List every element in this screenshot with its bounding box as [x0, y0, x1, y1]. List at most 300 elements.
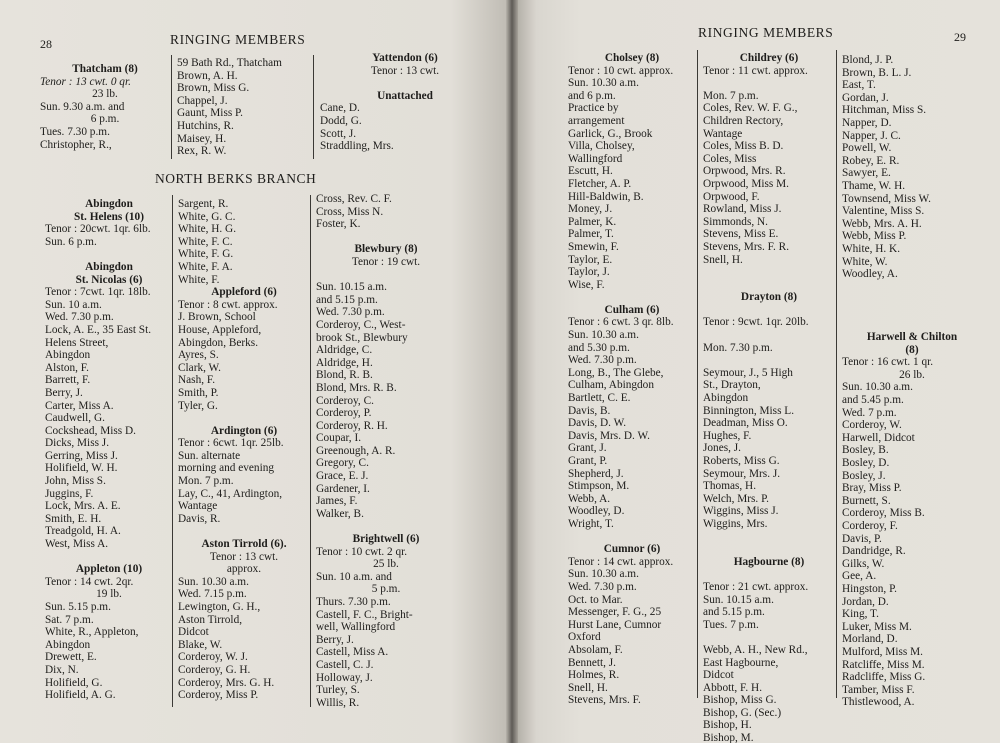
entry-line: Hutchins, R.	[177, 119, 234, 132]
entry-line: Straddling, Mrs.	[320, 140, 394, 153]
entry-line: Hill-Baldwin, B.	[568, 190, 644, 203]
entry-line: Oct. to Mar.	[568, 593, 623, 606]
spacer	[178, 412, 310, 425]
entry-line: 5 p.m.	[371, 583, 401, 596]
column-cholsey-culham-cumnor	[568, 52, 696, 707]
entry-line: Clark, W.	[178, 361, 221, 374]
entry-line: Wiggins, Mrs.	[703, 517, 768, 530]
entry-line: and 5.15 p.m.	[316, 293, 378, 306]
entry-line: Walker, B.	[316, 507, 364, 520]
entry-line: Foster, K.	[316, 218, 361, 231]
entry-line: Webb, Miss P.	[842, 230, 907, 243]
entry-line: Hurst Lane, Cumnor	[568, 618, 662, 631]
entry-line: Tenor : 19 cwt.	[351, 255, 421, 268]
entry-line: Townsend, Miss W.	[842, 192, 931, 205]
entry-line: Tamber, Miss F.	[842, 683, 915, 696]
entry-line: Tenor : 6cwt. 1qr. 25lb.	[178, 437, 284, 450]
entry-line: Gerring, Miss J.	[45, 449, 118, 462]
entry-line: Sun. 10 a.m. and	[316, 570, 392, 583]
entry-line: Seymour, J., 5 High	[703, 366, 793, 379]
right-page	[512, 0, 1000, 743]
running-head: RINGING MEMBERS	[698, 25, 834, 40]
entry-line: Robey, E. R.	[842, 154, 900, 167]
entry-line: Brown, A. H.	[177, 69, 238, 82]
entry-line: Lock, Mrs. A. E.	[45, 500, 121, 513]
entry-line: Didcot	[178, 626, 209, 639]
entry-line: Corderoy, Mrs. G. H.	[178, 676, 275, 689]
entry-line: Thistlewood, A.	[842, 696, 915, 709]
entry-line: Cross, Rev. C. F.	[316, 193, 392, 205]
entry-line: Turley, S.	[316, 684, 360, 697]
spacer	[316, 231, 456, 244]
entry-line: 6 p.m.	[90, 113, 120, 126]
entry-line: East, T.	[842, 79, 876, 92]
entry-line: Davis, Mrs. D. W.	[568, 429, 650, 442]
entry-line: White, R., Appleton,	[45, 626, 139, 639]
entry-line: Tenor : 8 cwt. approx.	[178, 298, 278, 311]
entry-line: Bray, Miss P.	[842, 482, 902, 495]
entry-line: Bosley, D.	[842, 457, 890, 469]
column-rule	[310, 195, 311, 707]
entry-line: Luker, Miss M.	[842, 620, 912, 633]
spacer	[842, 281, 982, 294]
entry-line: Tenor : 9cwt. 1qr. 20lb.	[703, 316, 809, 329]
entry-line: White, H. G.	[178, 223, 237, 236]
entry-line: Tenor : 21 cwt. approx.	[703, 580, 809, 593]
column-yattendon-unattached	[320, 52, 490, 153]
entry-line: Wed. 7 p.m.	[842, 406, 897, 419]
entry-line: Tenor : 13 cwt. 0 qr.	[40, 75, 131, 88]
entry-line: House, Appleford,	[178, 323, 262, 336]
entry-line: Fletcher, A. P.	[568, 177, 632, 190]
entry-line: Coles, Miss	[703, 152, 757, 165]
spacer	[703, 543, 835, 556]
entry-line: Coupar, I.	[316, 432, 362, 445]
entry-line: Bartlett, C. E.	[568, 392, 631, 405]
entry-line: Mon. 7 p.m.	[703, 89, 759, 102]
entry-line: Tenor : 16 cwt. 1 qr.	[842, 356, 934, 369]
entry-line: Stevens, Mrs. F. R.	[703, 240, 790, 253]
tower-heading: St. Nicolas (6)	[75, 273, 143, 286]
tower-heading: Culham (6)	[604, 303, 660, 316]
entry-line: Gregory, C.	[316, 457, 369, 470]
entry-line: Sun. 9.30 a.m. and	[40, 100, 125, 113]
entry-line: Seymour, Mrs. J.	[703, 467, 781, 480]
entry-line: Corderoy, F.	[842, 519, 898, 532]
entry-line: and 5.15 p.m.	[703, 606, 765, 619]
entry-line: Corderoy, C., West-	[316, 318, 406, 331]
entry-line: White, G. C.	[178, 210, 236, 223]
entry-line: Corderoy, G. H.	[178, 663, 251, 676]
entry-line: Deadman, Miss O.	[703, 417, 788, 430]
entry-line: Gardener, I.	[316, 482, 370, 495]
tower-heading: Abingdon	[85, 260, 133, 273]
entry-line: Lay, C., 41, Ardington,	[178, 487, 283, 500]
entry-line: Rowland, Miss J.	[703, 203, 782, 216]
column-rule	[171, 55, 172, 159]
entry-line: approx.	[226, 563, 262, 576]
spacer	[178, 525, 310, 538]
branch-heading: NORTH BERKS BRANCH	[155, 171, 317, 186]
entry-line: Sun. 6 p.m.	[45, 235, 97, 248]
entry-line: Sun. 10 a.m.	[45, 298, 102, 311]
tower-heading: (8)	[905, 343, 919, 356]
entry-line: Taylor, J.	[568, 266, 610, 279]
spacer	[703, 354, 835, 367]
entry-line: Ayres, S.	[178, 349, 219, 362]
entry-line: Tenor : 14 cwt. 2qr.	[45, 575, 134, 588]
entry-line: Cockshead, Miss D.	[45, 424, 136, 437]
entry-line: Wed. 7.30 p.m.	[45, 311, 114, 324]
entry-line: Webb, A. H., New Rd.,	[703, 643, 808, 656]
book-gutter	[506, 0, 518, 743]
entry-line: Brown, B. L. J.	[842, 66, 912, 79]
entry-line: Sawyer, E.	[842, 167, 891, 180]
entry-line: Webb, A.	[568, 492, 611, 505]
entry-line: Woodley, A.	[842, 268, 898, 281]
entry-line: Sargent, R.	[178, 198, 229, 210]
spacer	[703, 329, 835, 342]
entry-line: Wed. 7.30 p.m.	[568, 580, 637, 593]
spacer	[45, 248, 173, 261]
entry-line: Jones, J.	[703, 442, 741, 455]
tower-heading: Yattendon (6)	[372, 52, 438, 64]
entry-line: Greenough, A. R.	[316, 444, 396, 457]
entry-line: Cross, Miss N.	[316, 205, 384, 218]
column-rule	[836, 50, 837, 698]
entry-line: Sun. alternate	[178, 449, 241, 462]
tower-heading: Harwell & Chilton	[866, 331, 958, 344]
entry-line: Orpwood, F.	[703, 190, 760, 203]
entry-line: 26 lb.	[899, 368, 925, 381]
entry-line: Mon. 7.30 p.m.	[703, 341, 773, 354]
entry-line: Orpwood, Miss M.	[703, 177, 789, 190]
entry-line: Nash, F.	[178, 374, 216, 387]
entry-line: Sun. 10.30 a.m.	[568, 77, 639, 90]
entry-line: King, T.	[842, 608, 879, 621]
entry-line: Blond, Mrs. R. B.	[316, 381, 397, 394]
spacer	[568, 531, 696, 544]
entry-line: Holmes, R.	[568, 669, 620, 682]
spacer	[703, 77, 835, 90]
entry-line: White, F.	[178, 273, 220, 286]
entry-line: Davis, D. W.	[568, 417, 627, 430]
entry-line: Wed. 7.30 p.m.	[568, 354, 637, 367]
tower-heading: Blewbury (8)	[354, 243, 418, 256]
tower-heading: Thatcham (8)	[72, 63, 138, 75]
entry-line: Grace, E. J.	[316, 470, 369, 483]
entry-line: Morland, D.	[842, 633, 898, 646]
entry-line: Wed. 7.15 p.m.	[178, 588, 247, 601]
entry-line: Escutt, H.	[568, 165, 613, 178]
entry-line: Tenor : 13 cwt.	[209, 550, 279, 563]
entry-line: 59 Bath Rd., Thatcham	[177, 57, 282, 69]
entry-line: Tenor : 10 cwt. approx.	[568, 64, 674, 77]
entry-line: Juggins, F.	[45, 487, 94, 500]
entry-line: Simmonds, N.	[703, 215, 768, 228]
tower-heading: Childrey (6)	[739, 52, 799, 64]
entry-line: Snell, H.	[703, 253, 743, 266]
entry-line: Sun. 10.15 a.m.	[316, 281, 387, 294]
entry-line: Gee, A.	[842, 570, 877, 583]
entry-line: Snell, H.	[568, 681, 608, 694]
entry-line: Brown, Miss G.	[177, 82, 250, 95]
entry-line: Absolam, F.	[568, 643, 623, 656]
entry-line: Sun. 10.15 a.m.	[703, 593, 774, 606]
entry-line: Wantage	[178, 500, 218, 513]
entry-line: Garlick, G., Brook	[568, 127, 653, 140]
entry-line: Messenger, F. G., 25	[568, 606, 662, 619]
entry-line: Napper, J. C.	[842, 129, 901, 142]
entry-line: Taylor, E.	[568, 253, 613, 266]
entry-line: Bosley, B.	[842, 444, 889, 457]
entry-line: Davis, R.	[178, 512, 221, 525]
entry-line: Thomas, H.	[703, 480, 757, 493]
entry-line: Shepherd, J.	[568, 467, 624, 480]
entry-line: Mulford, Miss M.	[842, 645, 923, 658]
entry-line: Holifield, W. H.	[45, 462, 118, 475]
entry-line: Mon. 7 p.m.	[178, 475, 234, 488]
entry-line: Sun. 10.30 a.m.	[178, 575, 249, 588]
tower-heading: Appleton (10)	[75, 563, 143, 576]
entry-line: Money, J.	[568, 203, 613, 216]
entry-line: Bishop, G. (Sec.)	[703, 706, 782, 719]
entry-line: Bennett, J.	[568, 656, 617, 669]
entry-line: Sat. 7 p.m.	[45, 613, 94, 626]
tower-heading: Drayton (8)	[740, 291, 798, 304]
entry-line: Blake, W.	[178, 638, 223, 651]
spacer	[703, 266, 835, 279]
entry-line: Thurs. 7.30 p.m.	[316, 596, 391, 608]
entry-line: Webb, Mrs. A. H.	[842, 217, 922, 230]
entry-line: Smith, P.	[178, 386, 219, 399]
spacer	[45, 551, 173, 564]
entry-line: Willis, R.	[316, 696, 360, 709]
page-number: 28	[40, 37, 52, 51]
entry-line: Castell, Miss A.	[316, 646, 389, 659]
entry-line: Stevens, Miss E.	[703, 228, 779, 241]
entry-line: Bishop, M.	[703, 732, 754, 743]
column-thatcham-members	[177, 57, 312, 158]
entry-line: Treadgold, H. A.	[45, 525, 121, 538]
entry-line: Corderoy, W.	[842, 419, 902, 432]
entry-line: Rex, R. W.	[177, 145, 227, 158]
spacer	[568, 291, 696, 304]
entry-line: Hingston, P.	[842, 582, 897, 595]
entry-line: Wise, F.	[568, 278, 605, 291]
entry-line: Stimpson, M.	[568, 480, 630, 493]
entry-line: Abingdon, Berks.	[178, 336, 259, 349]
entry-line: Woodley, D.	[568, 505, 625, 518]
entry-line: Corderoy, Miss B.	[842, 507, 925, 520]
entry-line: James, F.	[316, 495, 358, 508]
entry-line: 25 lb.	[373, 558, 399, 571]
entry-line: Children Rectory,	[703, 114, 784, 127]
entry-line: Lock, A. E., 35 East St.	[45, 323, 152, 336]
tower-heading: Hagbourne (8)	[733, 555, 805, 568]
entry-line: Tenor : 10 cwt. 2 qr.	[316, 545, 408, 558]
entry-line: Oxford	[568, 631, 601, 644]
entry-line: Dix, N.	[45, 663, 79, 676]
entry-line: Wantage	[703, 127, 743, 140]
tower-heading: St. Helens (10)	[74, 210, 144, 223]
entry-line: Ratcliffe, Miss M.	[842, 658, 925, 671]
entry-line: John, Miss S.	[45, 475, 106, 488]
tower-heading: Ardington (6)	[210, 424, 278, 437]
entry-line: Culham, Abingdon	[568, 379, 654, 392]
entry-line: Roberts, Miss G.	[703, 455, 780, 467]
spacer	[703, 304, 835, 317]
entry-line: Wallingford	[568, 152, 623, 165]
entry-line: Carter, Miss A.	[45, 399, 114, 412]
spacer	[703, 631, 835, 644]
entry-line: Smewin, F.	[568, 240, 619, 253]
entry-line: Berry, J.	[45, 386, 83, 399]
entry-line: Abingdon	[45, 349, 91, 362]
entry-line: Coles, Rev. W. F. G.,	[703, 102, 798, 115]
entry-line: Alston, F.	[45, 361, 89, 374]
spacer	[842, 293, 982, 306]
entry-line: Corderoy, R. H.	[316, 419, 388, 432]
entry-line: Grant, J.	[568, 442, 607, 455]
tower-heading: Unattached	[377, 89, 433, 102]
column-blewbury-brightwell	[316, 193, 456, 709]
entry-line: and 5.45 p.m.	[842, 394, 904, 407]
spacer	[842, 306, 982, 319]
entry-line: Gilks, W.	[842, 557, 885, 570]
tower-heading: Cholsey (8)	[604, 52, 660, 64]
tower-heading: Cumnor (6)	[603, 543, 661, 556]
entry-line: Holloway, J.	[316, 671, 373, 684]
spacer	[316, 269, 456, 282]
spacer	[703, 279, 835, 292]
entry-line: J. Brown, School	[178, 311, 256, 324]
entry-line: Palmer, K.	[568, 215, 617, 228]
entry-line: Aldridge, H.	[316, 356, 373, 369]
spacer	[703, 531, 835, 544]
entry-line: 19 lb.	[96, 588, 122, 601]
entry-line: Castell, C. J.	[316, 658, 374, 671]
entry-line: Bishop, H.	[703, 719, 752, 732]
entry-line: Castell, F. C., Bright-	[316, 608, 413, 621]
entry-line: Corderoy, Miss P.	[178, 689, 259, 702]
entry-line: Lewington, G. H.,	[178, 601, 261, 613]
entry-line: Dodd, G.	[320, 114, 362, 127]
entry-line: brook St., Blewbury	[316, 331, 408, 344]
column-appleford-aston-tirrold	[178, 198, 310, 702]
entry-line: Tenor : 7cwt. 1qr. 18lb.	[45, 286, 151, 299]
column-rule	[172, 195, 173, 707]
entry-line: Christopher, R.,	[40, 138, 112, 151]
entry-line: White, F. G.	[178, 248, 234, 261]
entry-line: Sun. 10.30 a.m.	[568, 329, 639, 342]
column-thatcham	[40, 63, 170, 151]
entry-line: Holifield, G.	[45, 676, 103, 689]
entry-line: Tues. 7 p.m.	[703, 618, 759, 631]
entry-line: Wiggins, Miss J.	[703, 505, 779, 518]
tower-heading: Brightwell (6)	[352, 533, 420, 546]
entry-line: Caudwell, G.	[45, 412, 105, 425]
entry-line: Holifield, A. G.	[45, 689, 116, 702]
entry-line: well, Wallingford	[316, 621, 396, 634]
entry-line: Wed. 7.30 p.m.	[316, 306, 385, 319]
entry-line: Drewett, E.	[45, 651, 97, 664]
entry-line: Burnett, S.	[842, 494, 891, 507]
entry-line: Gordan, J.	[842, 91, 889, 104]
entry-line: Corderoy, W. J.	[178, 651, 248, 664]
entry-line: White, H. K.	[842, 242, 901, 255]
entry-line: West, Miss A.	[45, 538, 109, 551]
entry-line: Smith, E. H.	[45, 512, 102, 525]
entry-line: Sun. 5.15 p.m.	[45, 601, 111, 613]
entry-line: Didcot	[703, 669, 734, 682]
entry-line: Dicks, Miss J.	[45, 437, 110, 450]
entry-line: and 6 p.m.	[568, 89, 616, 102]
entry-line: Sun. 10.30 a.m.	[842, 381, 913, 394]
page-number: 29	[954, 30, 966, 44]
entry-line: Thame, W. H.	[842, 179, 906, 192]
entry-line: Palmer, T.	[568, 228, 614, 241]
tower-heading: Aston Tirrold (6).	[201, 538, 287, 551]
entry-line: Maisey, H.	[177, 132, 227, 145]
entry-line: Harwell, Didcot	[842, 431, 915, 444]
entry-line: Davis, B.	[568, 404, 611, 417]
entry-line: Dandridge, R.	[842, 545, 906, 558]
column-harwell-chilton	[842, 54, 982, 709]
tower-heading: Appleford (6)	[211, 286, 277, 299]
entry-line: Radcliffe, Miss G.	[842, 671, 926, 684]
entry-line: Long, B., The Glebe,	[568, 366, 664, 379]
entry-line: Abingdon	[45, 638, 91, 651]
entry-line: Abbott, F. H.	[703, 681, 763, 694]
entry-line: Berry, J.	[316, 633, 354, 646]
entry-line: Tenor : 6 cwt. 3 qr. 8lb.	[568, 316, 674, 329]
entry-line: Chappel, J.	[177, 94, 228, 107]
entry-line: Barrett, F.	[45, 374, 91, 387]
column-rule	[313, 55, 314, 159]
entry-line: 23 lb.	[92, 88, 118, 101]
entry-line: Corderoy, P.	[316, 407, 372, 420]
entry-line: Abingdon	[703, 392, 749, 405]
entry-line: Hughes, F.	[703, 429, 752, 442]
entry-line: Helens Street,	[45, 336, 109, 349]
spacer	[842, 318, 982, 331]
entry-line: Aston Tirrold,	[178, 613, 243, 626]
entry-line: Napper, D.	[842, 116, 892, 129]
entry-line: Valentine, Miss S.	[842, 205, 925, 218]
entry-line: White, F. A.	[178, 260, 233, 273]
entry-line: Wright, T.	[568, 517, 614, 530]
entry-line: Hitchman, Miss S.	[842, 104, 927, 117]
entry-line: Stevens, Mrs. F.	[568, 694, 641, 707]
entry-line: White, F. C.	[178, 235, 233, 248]
entry-line: Orpwood, Mrs. R.	[703, 165, 786, 178]
entry-line: Scott, J.	[320, 127, 357, 140]
entry-line: White, W.	[842, 255, 888, 268]
entry-line: Welch, Mrs. P.	[703, 492, 769, 505]
entry-line: Gaunt, Miss P.	[177, 107, 243, 120]
entry-line: Grant, P.	[568, 455, 608, 467]
entry-line: and 5.30 p.m.	[568, 341, 630, 354]
entry-line: Tenor : 14 cwt. approx.	[568, 555, 674, 568]
entry-line: Villa, Cholsey,	[568, 140, 635, 153]
entry-line: Cane, D.	[320, 102, 360, 115]
entry-line: Jordan, D.	[842, 595, 889, 608]
entry-line: Tyler, G.	[178, 399, 218, 412]
entry-line: East Hagbourne,	[703, 656, 779, 669]
spacer	[316, 520, 456, 533]
tower-heading: Abingdon	[85, 198, 133, 210]
